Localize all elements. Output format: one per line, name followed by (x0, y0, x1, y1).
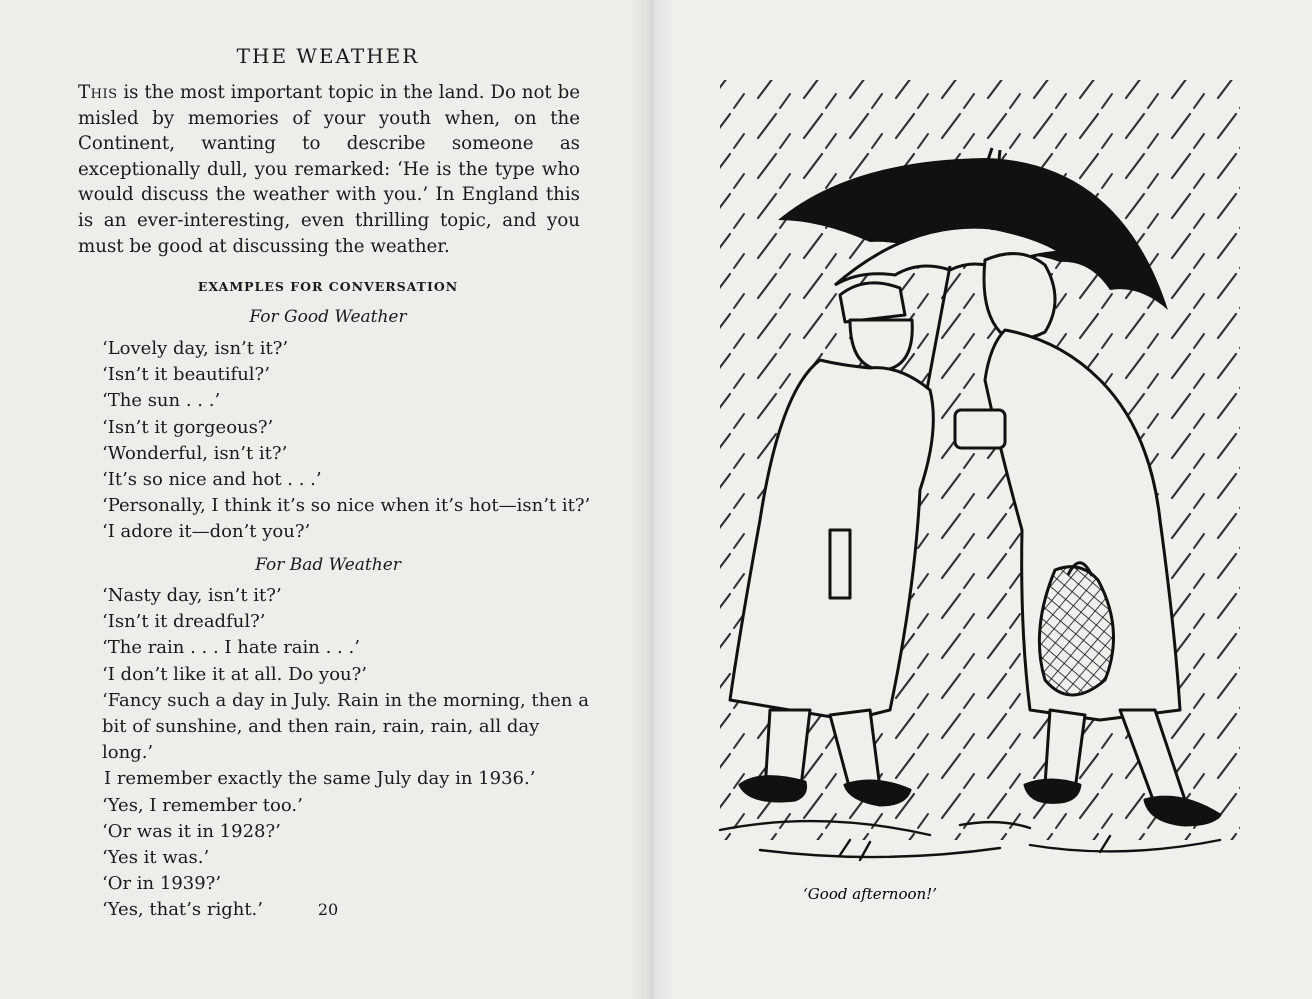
section-heading: EXAMPLES FOR CONVERSATION (197, 279, 459, 294)
quote-line: ‘Lovely day, isn’t it?’ (102, 338, 289, 359)
page-number: 20 (317, 900, 339, 919)
intro-body: is the most important topic in the land. Do not be misled by memories of your youth when, on the Continent, wanting to describe someone as exceptionally dull, you remarked: ‘He is the type who would discuss the weather with you.’ In England this is an ever-interesting, even thrilling topic, and you must be good at discussing the weather. (78, 82, 580, 257)
quote-line: ‘I don’t like it at all. Do you?’ (102, 663, 368, 685)
quote-line: ‘Isn’t it beautiful?’ (102, 364, 270, 386)
quote-line: ‘Wonderful, isn’t it?’ (102, 442, 288, 464)
quote-line: ‘Personally, I think it’s so nice when it’s hot—isn’t it?’ (102, 495, 591, 517)
quote-line: ‘Nasty day, isn’t it?’ (102, 585, 282, 606)
quote-line: ‘The sun . . .’ (102, 390, 221, 412)
rain-illustration (700, 70, 1260, 880)
quote-line: ‘Isn’t it dreadful?’ (102, 611, 266, 633)
quote-line: ‘Yes, I remember too.’ (102, 794, 303, 816)
quote-line: ‘I adore it—don’t you?’ (102, 521, 311, 543)
quote-line: ‘Or was it in 1928?’ (102, 820, 281, 842)
intro-paragraph (78, 80, 580, 259)
quote-line: I remember exactly the same July day in 1936.’ (104, 768, 536, 790)
quote-line: ‘It’s so nice and hot . . .’ (102, 469, 322, 491)
bad-weather-heading: For Bad Weather (255, 555, 401, 575)
bad-weather-list (102, 583, 592, 924)
chapter-title: THE WEATHER (236, 44, 420, 68)
intro-lead: This (78, 82, 118, 103)
book-gutter (630, 0, 674, 999)
good-weather-list (102, 336, 592, 546)
quote-line: ‘Isn’t it gorgeous?’ (102, 416, 274, 438)
quote-line: ‘Fancy such a day in July. Rain in the morning, then a bit of sunshine, and then rain, rain, rain, all day long.’ (102, 689, 589, 764)
left-page (0, 0, 652, 999)
quote-line: ‘The rain . . . I hate rain . . .’ (102, 637, 360, 659)
illustration-caption: ‘Good afternoon!’ (803, 885, 937, 903)
quote-line: ‘Yes, that’s right.’ (102, 899, 263, 921)
quote-line: ‘Yes it was.’ (102, 847, 210, 869)
quote-line: ‘Or in 1939?’ (102, 873, 222, 895)
good-weather-heading: For Good Weather (249, 307, 407, 327)
